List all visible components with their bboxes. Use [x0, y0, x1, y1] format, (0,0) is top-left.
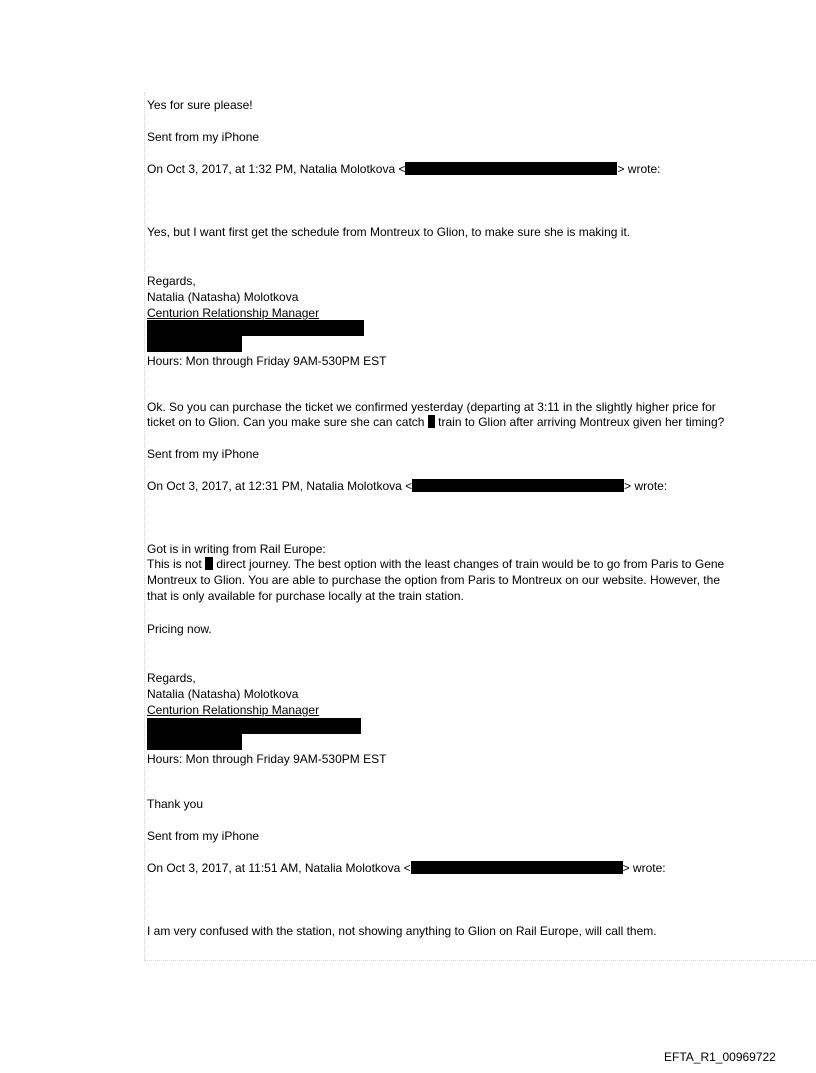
- sent-from-line: Sent from my iPhone: [147, 829, 260, 843]
- redacted-block: [147, 718, 361, 734]
- quote-header: [147, 162, 661, 176]
- signature-title: Centurion Relationship Manager: [147, 703, 320, 717]
- message-text-part: train to Glion after arriving Montreux given her timing?: [438, 415, 725, 429]
- quote-header-suffix: > wrote:: [617, 162, 661, 176]
- redacted-word: [428, 415, 435, 428]
- message-text: Ok. So you can purchase the ticket we confirmed yesterday (departing at 3:11 in the slightly higher price for: [147, 400, 716, 414]
- reply-text: Thank you: [147, 797, 204, 811]
- message-text: [147, 415, 724, 429]
- redacted-block: [147, 336, 242, 352]
- redacted-block: [255, 320, 364, 336]
- redacted-word: [205, 557, 213, 570]
- signature-title: Centurion Relationship Manager: [147, 306, 320, 320]
- message-text-part: direct journey. The best option with the least changes of train would be to go from Paris to Gene: [216, 557, 725, 571]
- signature-hours: Hours: Mon through Friday 9AM-530PM EST: [147, 354, 387, 368]
- message-text: that is only available for purchase locally at the train station.: [147, 589, 464, 603]
- redacted-block: [147, 320, 255, 336]
- sent-from-line: Sent from my iPhone: [147, 130, 260, 144]
- redacted-email: [411, 861, 623, 874]
- signature-name: Natalia (Natasha) Molotkova: [147, 687, 299, 701]
- message-text-part: ticket on to Glion. Can you make sure she can catch: [147, 415, 425, 429]
- message-text: Yes, but I want first get the schedule from Montreux to Glion, to make sure she is making it.: [147, 225, 631, 239]
- signature-name: Natalia (Natasha) Molotkova: [147, 290, 299, 304]
- message-text: Pricing now.: [147, 622, 212, 636]
- message-left-rule: [144, 92, 145, 960]
- quote-header-text: On Oct 3, 2017, at 12:31 PM, Natalia Molotkova <: [147, 479, 413, 493]
- redacted-block: [147, 734, 242, 750]
- quote-header: [147, 479, 667, 493]
- redacted-email: [412, 479, 624, 492]
- quote-header-text: On Oct 3, 2017, at 1:32 PM, Natalia Molotkova <: [147, 162, 406, 176]
- sent-from-line: Sent from my iPhone: [147, 447, 260, 461]
- document-id: EFTA_R1_00969722: [664, 1050, 776, 1064]
- message-text-part: This is not: [147, 557, 202, 571]
- redacted-email: [405, 162, 617, 175]
- message-text: Got is in writing from Rail Europe:: [147, 542, 326, 556]
- reply-text: Yes for sure please!: [147, 98, 253, 112]
- quote-header-suffix: > wrote:: [624, 479, 668, 493]
- message-text: I am very confused with the station, not showing anything to Glion on Rail Europe, will call them.: [147, 924, 657, 938]
- signature-regards: Regards,: [147, 671, 196, 685]
- quote-header-suffix: > wrote:: [622, 861, 666, 875]
- message-text: Montreux to Glion. You are able to purchase the option from Paris to Montreux on our website. However, the: [147, 573, 720, 587]
- quote-header-text: On Oct 3, 2017, at 11:51 AM, Natalia Molotkova <: [147, 861, 411, 875]
- signature-regards: Regards,: [147, 274, 196, 288]
- message-bottom-rule: [144, 960, 816, 961]
- signature-hours: Hours: Mon through Friday 9AM-530PM EST: [147, 752, 387, 766]
- quote-header: [147, 861, 666, 875]
- message-text: [147, 557, 724, 571]
